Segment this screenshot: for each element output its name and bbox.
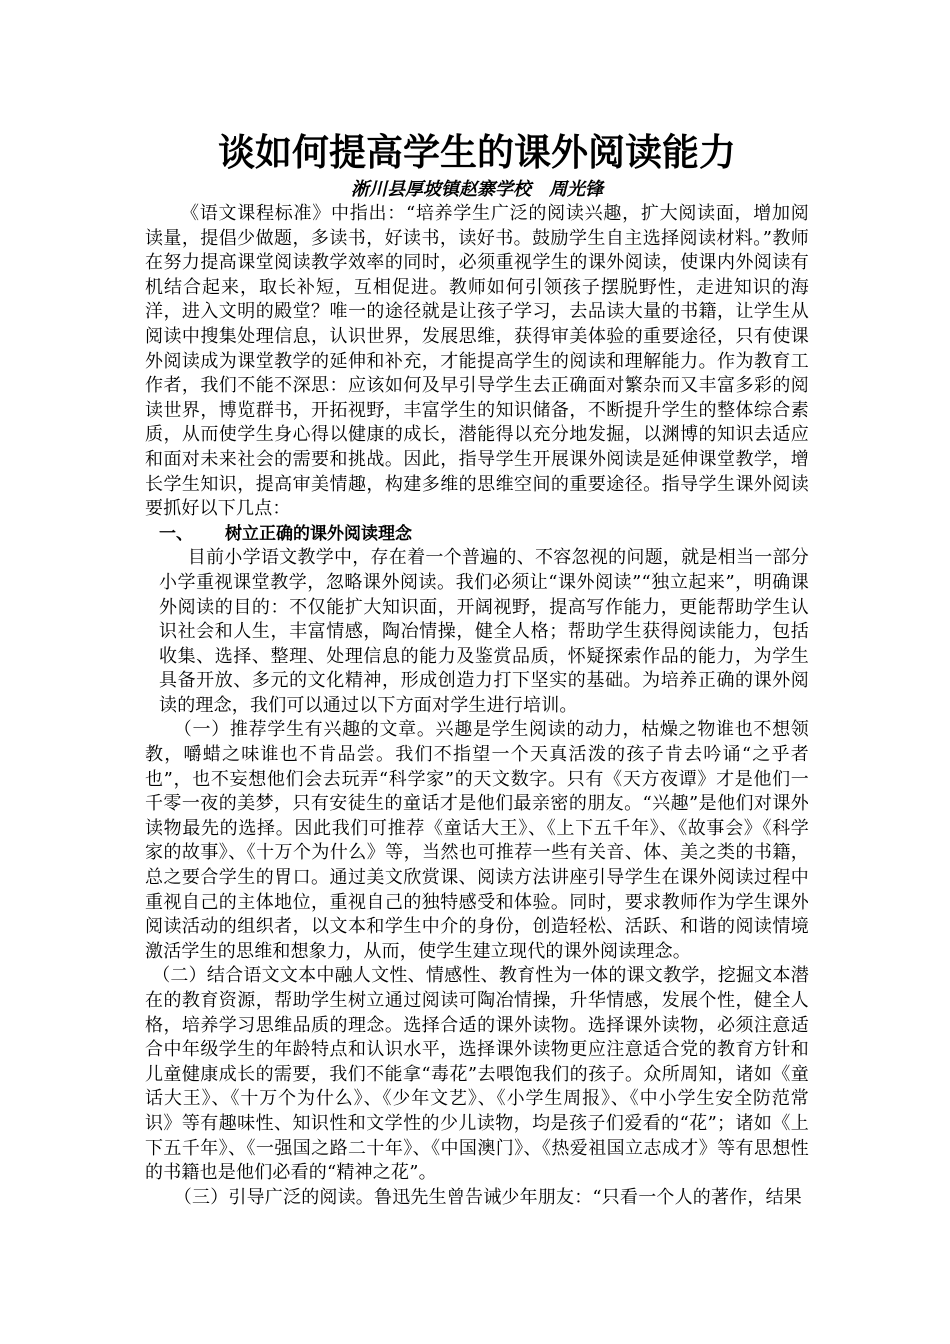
section-title: 树立正确的课外阅读理念 [225,523,412,544]
document-title: 谈如何提高学生的课外阅读能力 [218,131,736,174]
point-paragraph-3: （三）引导广泛的阅读。鲁迅先生曾告诫少年朋友：“只看一个人的著作，结果 [173,1186,802,1208]
section-heading-1 [145,522,809,547]
point-paragraph-1: （一）推荐学生有兴趣的文章。兴趣是学生阅读的动力，枯燥之物谁也不想领教，嚼蜡之味谁也不肯品尝。我们不指望一个天真活泼的孩子肯去吟诵“之乎者也”，也不妄想他们会去玩弄“科学家”的天文数字。只有《天方夜谭》才是他们一千零一夜的美梦，只有安徒生的童话才是他们最亲密的朋友。“兴趣”是他们对课外读物最先的选择。因此我们可推荐《童话大王》、《上下五千年》、《故事会》《科学家的故事》、《十万个为什么》等，当然也可推荐一些有关音、体、美之类的书籍，总之要合学生的胃口。通过美文欣赏课、阅读方法讲座引导学生在课外阅读过程中重视自己的主体地位，重视自己的独特感受和体验。同时，要求教师作为学生课外阅读活动的组织者，以文本和学生中介的身份，创造轻松、活跃、和谐的阅读情境激活学生的思维和想象力，从而，使学生建立现代的课外阅读理念。 [145,719,809,962]
author-byline: 淅川县厚坡镇赵寨学校 周光锋 [351,179,603,200]
point-paragraph-2: （二）结合语文文本中融人文性、情感性、教育性为一体的课文教学，挖掘文本潜在的教育资源，帮助学生树立通过阅读可陶冶情操，升华情感，发展个性，健全人格，培养学习思维品质的理念。选择合适的课外读物。选择课外读物，必须注意适合中年级学生的年龄特点和认识水平，选择课外读物更应注意适合党的教育方针和儿童健康成长的需要，我们不能拿“毒花”去喂饱我们的孩子。众所周知，诸如《童话大王》、《十万个为什么》、《少年文艺》、《小学生周报》、《中小学生安全防范常识》等有趣味性、知识性和文学性的少儿读物，均是孩子们爱看的“花”；诸如《上下五千年》、《一强国之路二十年》、《中国澳门》、《热爱祖国立志成才》等有思想性的书籍也是他们必看的“精神之花”。 [145,965,809,1184]
section-paragraph: 目前小学语文教学中，存在着一个普遍的、不容忽视的问题，就是相当一部分小学重视课堂教学，忽略课外阅读。我们必须让“课外阅读”“独立起来”，明确课外阅读的目的：不仅能扩大知识面，开阔视野，提高写作能力，更能帮助学生认识社会和人生，丰富情感，陶冶情操，健全人格；帮助学生获得阅读能力，包括收集、选择、整理、处理信息的能力及鉴赏品质，怀疑探索作品的能力，为学生具备开放、多元的文化精神，形成创造力打下坚实的基础。为培养正确的课外阅读的理念，我们可以通过以下方面对学生进行培训。 [159,547,809,716]
intro-paragraph: 《语文课程标准》中指出：“培养学生广泛的阅读兴趣，扩大阅读面，增加阅读量，提倡少做题，多读书，好读书，读好书。鼓励学生自主选择阅读材料。”教师在努力提高课堂阅读教学效率的同时，必须重视学生的课外阅读，使课内外阅读有机结合起来，取长补短，互相促进。教师如何引领孩子摆脱野性，走进知识的海洋，进入文明的殿堂？唯一的途径就是让孩子学习，去品读大量的书籍，让学生从阅读中搜集处理信息，认识世界，发展思维，获得审美体验的重要途径，只有使课外阅读成为课堂教学的延伸和补充，才能提高学生的阅读和理解能力。作为教育工作者，我们不能不深思：应该如何及早引导学生去正确面对繁杂而又丰富多彩的阅读世界，博览群书，开拓视野，丰富学生的知识储备，不断提升学生的整体综合素质，从而使学生身心得以健康的成长，潜能得以充分地发掘，以渊博的知识去适应和面对未来社会的需要和挑战。因此，指导学生开展课外阅读是延伸课堂教学，增长学生知识，提高审美情趣，构建多维的思维空间的重要途径。指导学生课外阅读要抓好以下几点： [145,203,809,520]
document-page [145,128,809,1210]
section-number: 一、 [159,523,193,544]
